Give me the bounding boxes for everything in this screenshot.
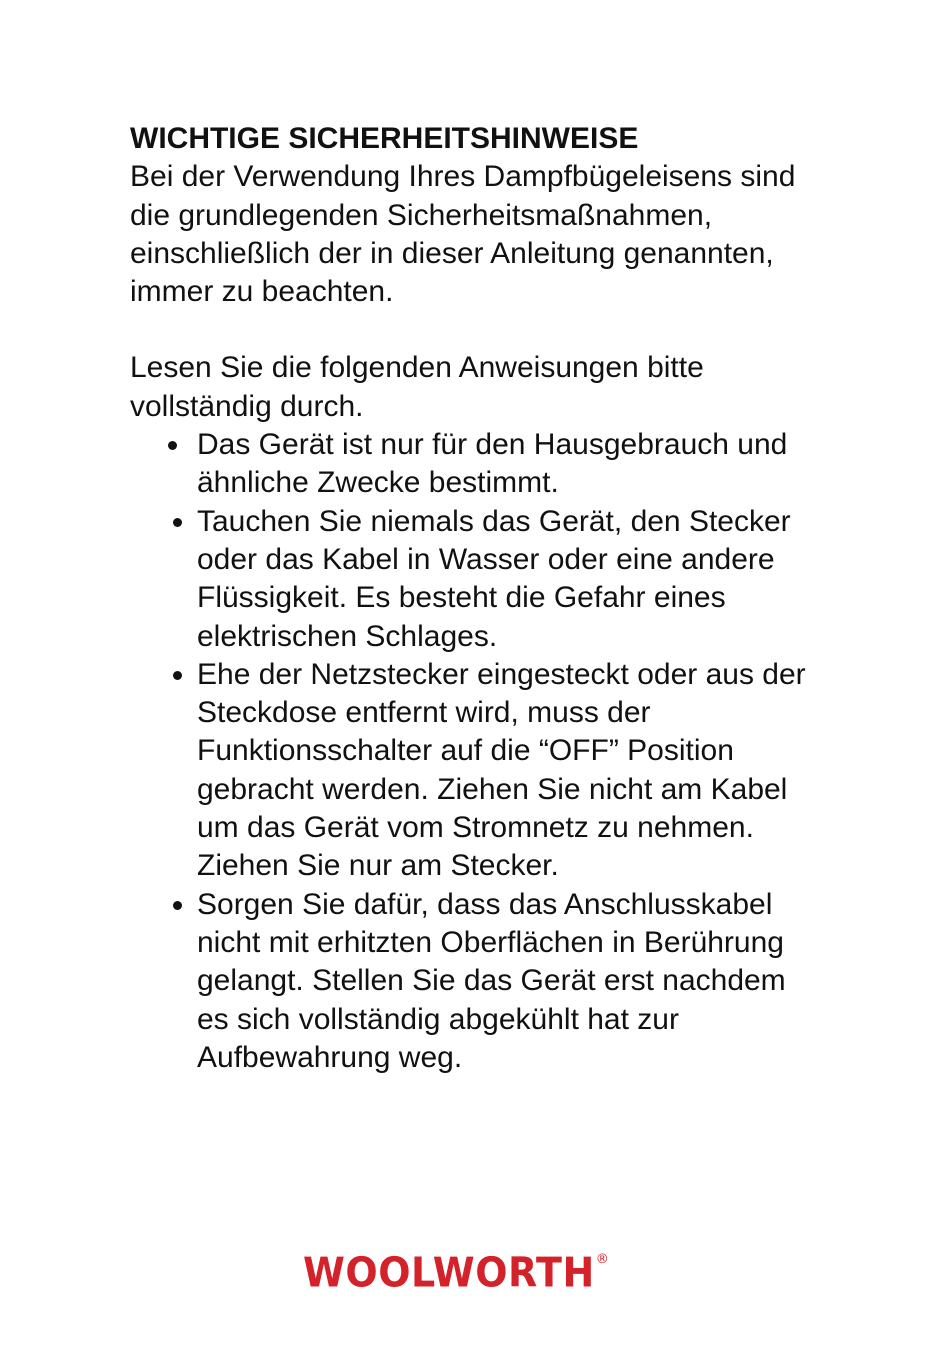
bullet-item [130, 503, 810, 656]
bullet-item [130, 656, 810, 886]
bullet-text: Sorgen Sie dafür, dass das Anschlusskabel nicht mit erhitzten Oberflächen in Berührung gelangt. Stellen Sie das Gerät erst nachdem es sich vollständig abgekühlt hat zur Aufbewahrung weg. [197, 887, 786, 1074]
bullet-item [130, 886, 810, 1077]
read-note-paragraph: Lesen Sie die folgenden Anweisungen bitte vollständig durch. [130, 351, 704, 423]
bullet-item [130, 426, 810, 503]
intro-paragraph: Bei der Verwendung Ihres Dampfbügeleisens sind die grundlegenden Sicherheitsmaßnahmen, einschließlich der in dieser Anleitung genannten, immer zu beachten. [130, 160, 796, 309]
bullet-text: Ehe der Netzstecker eingesteckt oder aus der Steckdose entfernt wird, muss der Funktionsschalter auf die “OFF” Position gebracht werden. Ziehen Sie nicht am Kabel um das Gerät vom Stromnetz zu nehmen. Ziehen Sie nur am Stecker. [197, 657, 806, 883]
section-heading: WICHTIGE SICHERHEITSHINWEISE [130, 122, 639, 155]
bullet-text: Das Gerät ist nur für den Hausgebrauch und ähnliche Zwecke bestimmt. [197, 428, 788, 500]
paragraph-gap [130, 311, 810, 349]
woolworth-logo [303, 1248, 609, 1301]
bullet-icon [168, 441, 177, 450]
logo-wordmark: WOOLWORTH [303, 1248, 595, 1297]
safety-instructions [130, 120, 810, 1077]
bullet-icon [173, 518, 182, 527]
registered-mark: ® [595, 1252, 609, 1267]
safety-bullet-list [130, 426, 810, 1077]
bullet-text: Tauchen Sie niemals das Gerät, den Stecker oder das Kabel in Wasser oder eine andere Flüssigkeit. Es besteht die Gefahr eines elektrischen Schlages. [197, 504, 791, 653]
bullet-icon [173, 671, 182, 680]
bullet-icon [173, 901, 182, 910]
